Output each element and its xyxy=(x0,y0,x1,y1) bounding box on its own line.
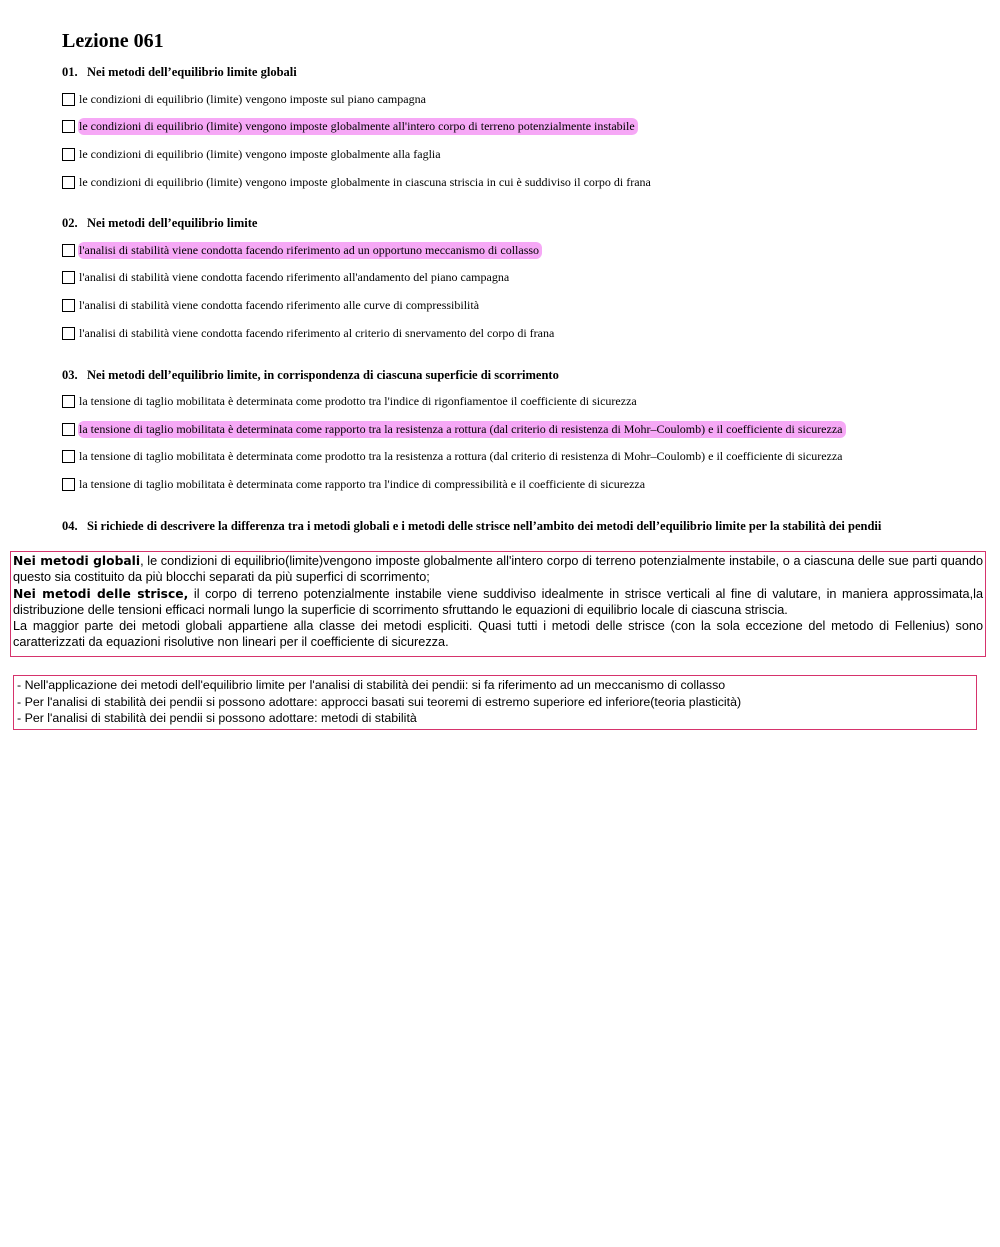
question-text: Nei metodi dell’equilibrio limite globali xyxy=(87,65,297,79)
q1-option-2 xyxy=(62,117,638,135)
option-text-highlighted: l'analisi di stabilità viene condotta facendo riferimento ad un opportuno meccanismo di collasso xyxy=(78,242,542,259)
question-number: 01. xyxy=(62,65,78,79)
q1-option-1 xyxy=(62,90,429,108)
q1-option-3 xyxy=(62,145,444,163)
checkbox[interactable] xyxy=(62,176,75,189)
option-text: la tensione di taglio mobilitata è determinata come prodotto tra l'indice di rigonfiamentoe il coefficiente di sicurezza xyxy=(79,393,637,408)
q2-option-4 xyxy=(62,324,557,342)
checkbox[interactable] xyxy=(62,271,75,284)
option-text: le condizioni di equilibrio (limite) vengono imposte globalmente alla faglia xyxy=(79,146,441,161)
checkbox[interactable] xyxy=(62,450,75,463)
q3-option-4 xyxy=(62,475,648,493)
question-text: Nei metodi dell’equilibrio limite xyxy=(87,216,258,230)
question-04 xyxy=(62,519,881,534)
option-text: la tensione di taglio mobilitata è determinata come prodotto tra la resistenza a rottura (dal criterio di resistenza di Mohr–Coulomb) e il coefficiente di sicurezza xyxy=(79,448,843,463)
question-text: Si richiede di descrivere la differenza tra i metodi globali e i metodi delle strisce nell’ambito dei metodi dell’equilibrio limite per la stabilità dei pendii xyxy=(87,519,882,533)
answer-bold-label: Nei metodi delle strisce, xyxy=(13,586,189,601)
notes-box[interactable] xyxy=(13,675,977,730)
answer-paragraph-2 xyxy=(13,586,983,619)
question-number: 04. xyxy=(62,519,78,533)
option-text: la tensione di taglio mobilitata è determinata come rapporto tra l'indice di compressibilità e il coefficiente di sicurezza xyxy=(79,476,646,491)
note-line: - Per l'analisi di stabilità dei pendii si possono adottare: metodi di stabilità xyxy=(17,711,417,725)
checkbox[interactable] xyxy=(62,423,75,436)
question-number: 02. xyxy=(62,216,78,230)
checkbox[interactable] xyxy=(62,327,75,340)
checkbox[interactable] xyxy=(62,148,75,161)
q3-option-3 xyxy=(62,447,846,465)
option-text: l'analisi di stabilità viene condotta facendo riferimento al criterio di snervamento del corpo di frana xyxy=(79,325,555,340)
option-text: le condizioni di equilibrio (limite) vengono imposte sul piano campagna xyxy=(79,91,426,106)
question-01 xyxy=(62,65,297,80)
checkbox[interactable] xyxy=(62,120,75,133)
note-line: - Per l'analisi di stabilità dei pendii si possono adottare: approcci basati sui teoremi di estremo superiore ed inferiore(teoria plasticità) xyxy=(17,694,742,709)
note-line: - Nell'applicazione dei metodi dell'equilibrio limite per l'analisi di stabilità dei pendii: si fa riferimento ad un meccanismo di collasso xyxy=(17,678,726,692)
question-text: Nei metodi dell’equilibrio limite, in corrispondenza di ciascuna superficie di scorrimento xyxy=(87,368,559,382)
q2-option-1 xyxy=(62,241,542,259)
question-02 xyxy=(62,216,257,231)
answer-paragraph-1 xyxy=(13,553,983,586)
answer-text: il corpo di terreno potenzialmente instabile viene suddiviso idealmente in strisce verticali al fine di valutare, in maniera approssimata,la distribuzione delle tensioni efficaci normali lungo la superficie di scorrimento sfruttando le equazioni di equilibrio locale di ciascuna striscia. xyxy=(13,586,983,617)
answer-text: , le condizioni di equilibrio(limite)vengono imposte globalmente all'intero corpo di terreno potenzialmente instabile, o a ciascuna delle sue parti quando questo sia costituito da più blocchi separati da più superfici di scorrimento; xyxy=(13,554,984,585)
answer-text-box[interactable] xyxy=(10,551,986,657)
option-text: le condizioni di equilibrio (limite) vengono imposte globalmente in ciascuna striscia in cui è suddiviso il corpo di frana xyxy=(79,174,651,189)
question-number: 03. xyxy=(62,368,78,382)
checkbox[interactable] xyxy=(62,299,75,312)
page-title: Lezione 061 xyxy=(62,30,164,52)
q3-option-2 xyxy=(62,420,846,438)
checkbox[interactable] xyxy=(62,93,75,106)
option-text-highlighted: le condizioni di equilibrio (limite) vengono imposte globalmente all'intero corpo di terreno potenzialmente instabile xyxy=(78,118,638,135)
question-03 xyxy=(62,368,559,383)
checkbox[interactable] xyxy=(62,478,75,491)
option-text: l'analisi di stabilità viene condotta facendo riferimento all'andamento del piano campagna xyxy=(79,269,510,284)
checkbox[interactable] xyxy=(62,395,75,408)
option-text: l'analisi di stabilità viene condotta facendo riferimento alle curve di compressibilità xyxy=(79,297,480,312)
option-text-highlighted: la tensione di taglio mobilitata è determinata come rapporto tra la resistenza a rottura (dal criterio di resistenza di Mohr–Coulomb) e il coefficiente di sicurezza xyxy=(78,421,846,438)
answer-bold-label: Nei metodi globali xyxy=(13,554,141,568)
checkbox[interactable] xyxy=(62,244,75,257)
q3-option-1 xyxy=(62,392,640,410)
answer-paragraph-3: La maggior parte dei metodi globali appartiene alla classe dei metodi espliciti. Quasi tutti i metodi delle strisce (con la sola eccezione del metodo di Fellenius) sono caratterizzati da equazioni risolutive non lineari per il coefficiente di sicurezza. xyxy=(13,619,983,650)
q2-option-2 xyxy=(62,268,512,286)
q2-option-3 xyxy=(62,296,482,314)
q1-option-4 xyxy=(62,173,654,191)
